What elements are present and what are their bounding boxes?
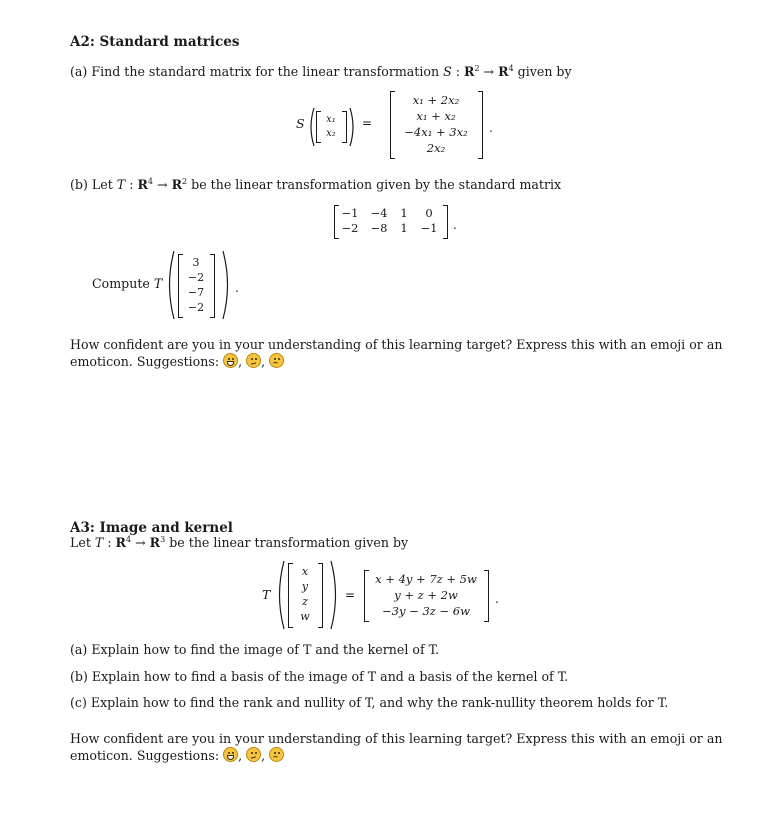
a2-input-entry: x₁ <box>326 114 336 125</box>
a2-matrix-col <box>340 206 360 236</box>
a3-domain-exp: 4 <box>126 535 132 544</box>
a2-b-domain-exp: 4 <box>147 177 153 186</box>
a2-b-codomain-exp: 2 <box>182 177 188 186</box>
a3-input-entry: w <box>300 610 310 623</box>
a2-map-var: S <box>443 64 452 79</box>
a2-matrix-cell: −1 <box>341 206 359 220</box>
a2-part-b-post: be the linear transformation given by the standard matrix <box>187 177 562 192</box>
a3-part-a: (a) Explain how to find the image of T and the kernel of T. <box>70 642 440 657</box>
a2-compute-entry: −2 <box>187 301 205 314</box>
a2-compute-text: Compute <box>92 276 154 291</box>
a2-matrix-cell: 0 <box>425 206 433 220</box>
a2-compute-vector <box>184 255 208 315</box>
a2-compute-left-bracket <box>178 254 183 318</box>
a2-compute-right-paren-icon <box>222 250 232 320</box>
a2-output-vector <box>394 92 478 156</box>
frowning-emoji-icon <box>269 747 284 762</box>
grinning-emoji-icon <box>223 353 238 368</box>
a2-s-label: S <box>296 116 305 131</box>
a2-compute-left-paren-icon <box>165 250 175 320</box>
a2-compute-right-bracket <box>210 254 215 318</box>
a3-intro-colon: : <box>103 535 116 550</box>
a2-b-domain-r: R <box>137 177 148 192</box>
a2-sep: , <box>261 354 270 369</box>
a3-input-left-bracket <box>288 563 293 628</box>
a2-colon: : <box>451 64 464 79</box>
a2-part-b-colon: : <box>125 177 138 192</box>
a2-compute-entry: −7 <box>187 286 205 299</box>
a3-period: . <box>495 592 499 606</box>
a2-suggestions-label: emoticon. Suggestions: <box>70 354 224 369</box>
a2-part-b-prompt <box>70 177 561 193</box>
a3-title: A3: Image and kernel <box>70 520 233 536</box>
a3-t-label: T <box>262 587 271 602</box>
a3-input-vector <box>294 564 316 624</box>
a2-input-vector <box>320 112 342 140</box>
a3-intro-pre: Let <box>70 535 95 550</box>
a2-part-b-var: T <box>116 177 126 192</box>
a3-output-right-bracket <box>484 570 489 622</box>
a2-matrix-left-bracket <box>334 205 339 239</box>
a2-input-right-bracket <box>342 111 347 143</box>
a2-equals: = <box>362 116 373 130</box>
a3-right-paren-icon <box>330 560 340 630</box>
a2-output-entry: x₁ + x₂ <box>416 109 456 123</box>
a2-codomain-r: R <box>498 64 509 79</box>
a2-output-entry: −4x₁ + 3x₂ <box>404 125 468 139</box>
a2-confidence-line1: How confident are you in your understanding of this learning target? Express this with an emoji or an <box>70 337 723 352</box>
a3-confidence-line2 <box>70 747 284 764</box>
a3-suggestions-label: emoticon. Suggestions: <box>70 748 224 763</box>
a2-domain-exp: 2 <box>474 64 480 73</box>
a2-domain-r: R <box>463 64 475 79</box>
a2-matrix-period: . <box>453 218 457 232</box>
a3-part-b: (b) Explain how to find a basis of the image of T and a basis of the kernel of T. <box>70 669 569 684</box>
a3-output-entry: −3y − 3z − 6w <box>382 604 470 618</box>
a2-part-b-pre: (b) Let <box>70 177 117 192</box>
a3-domain-r: R <box>115 535 127 550</box>
a2-matrix-col <box>368 206 390 236</box>
a2-matrix-cell: −2 <box>341 221 359 235</box>
a2-matrix-cell: 1 <box>400 221 408 235</box>
a3-confidence-line1: How confident are you in your understanding of this learning target? Express this with an emoji or an <box>70 731 723 746</box>
a3-intro-post: be the linear transformation given by <box>165 535 409 550</box>
a3-arrow: → <box>131 535 150 550</box>
a3-output-entry: x + 4y + 7z + 5w <box>375 572 477 586</box>
a3-input-entry: x <box>301 565 309 578</box>
a2-input-entry: x₂ <box>326 128 336 139</box>
a2-output-entry: 2x₂ <box>426 141 446 155</box>
a3-input-right-bracket <box>318 563 323 628</box>
a3-sep: , <box>261 748 270 763</box>
a3-intro-var: T <box>94 535 104 550</box>
confused-emoji-icon <box>246 747 261 762</box>
a3-input-entry: y <box>301 580 309 593</box>
a3-equals: = <box>345 588 356 602</box>
a2-title: A2: Standard matrices <box>70 34 240 50</box>
confused-emoji-icon <box>246 353 261 368</box>
a2-arrow: → <box>479 64 499 79</box>
a2-matrix-col <box>418 206 440 236</box>
a2-matrix-cell: −1 <box>420 221 438 235</box>
a2-right-paren-icon <box>349 107 357 147</box>
a3-part-c: (c) Explain how to find the rank and nullity of T, and why the rank-nullity theorem holds for T. <box>70 695 669 710</box>
a3-left-paren-icon <box>275 560 285 630</box>
a2-b-codomain-r: R <box>171 177 183 192</box>
a2-left-paren-icon <box>307 107 315 147</box>
a2-part-a-pre: (a) Find the standard matrix for the linear transformation <box>70 64 444 79</box>
grinning-emoji-icon <box>223 747 238 762</box>
a2-matrix-cell: −4 <box>370 206 388 220</box>
a2-output-right-bracket <box>478 91 483 159</box>
a3-sep: , <box>238 748 247 763</box>
a2-compute-entry: 3 <box>192 256 200 269</box>
a2-compute-period: . <box>235 281 239 295</box>
a2-b-arrow: → <box>153 177 172 192</box>
a2-compute-var: T <box>153 276 163 291</box>
a2-matrix-col <box>398 206 410 236</box>
a2-part-a-post: given by <box>513 64 572 79</box>
a2-codomain-exp: 4 <box>508 64 514 73</box>
a2-matrix-cell: 1 <box>400 206 408 220</box>
a3-output-vector <box>368 571 484 619</box>
a3-codomain-r: R <box>149 535 161 550</box>
a2-compute-entry: −2 <box>187 271 205 284</box>
a2-part-a-prompt <box>70 64 572 80</box>
a2-confidence-line2 <box>70 353 284 370</box>
a2-compute-label <box>92 276 162 292</box>
a3-codomain-exp: 3 <box>160 535 166 544</box>
a3-input-entry: z <box>302 595 308 608</box>
a3-output-entry: y + z + 2w <box>394 588 458 602</box>
a2-matrix-right-bracket <box>443 205 448 239</box>
a2-matrix-cell: −8 <box>370 221 388 235</box>
a2-output-entry: x₁ + 2x₂ <box>412 93 460 107</box>
a2-sep: , <box>238 354 247 369</box>
a3-intro <box>70 535 408 551</box>
a2-period: . <box>489 121 493 135</box>
frowning-emoji-icon <box>269 353 284 368</box>
